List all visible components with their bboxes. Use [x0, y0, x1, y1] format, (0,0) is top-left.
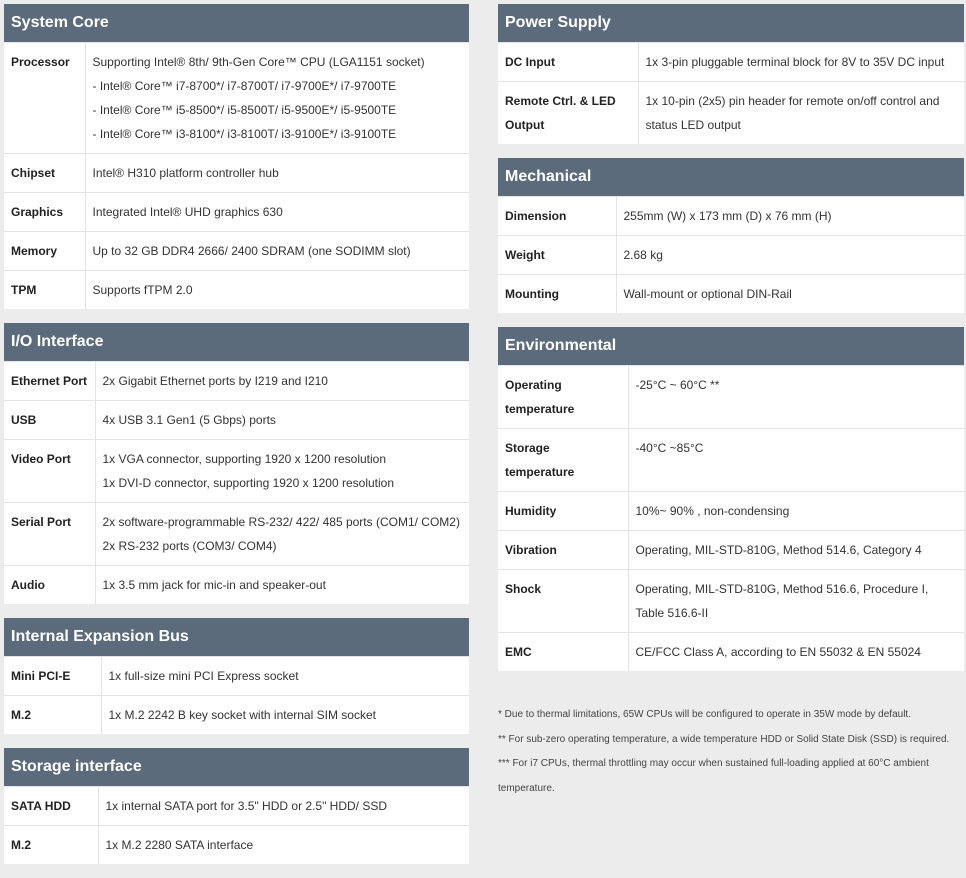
spec-label: TPM: [4, 271, 85, 310]
table-row: [4, 826, 469, 865]
table-row: [4, 657, 469, 696]
table-row: [498, 366, 964, 429]
spec-value-line: 1x VGA connector, supporting 1920 x 1200 resolution: [102, 452, 387, 466]
spec-label: Storage temperature: [498, 429, 628, 492]
spec-value: 1x M.2 2242 B key socket with internal SIM socket: [101, 696, 469, 735]
spec-value-line: 2x software-programmable RS-232/ 422/ 485 ports (COM1/ COM2): [102, 515, 460, 529]
table-row: [4, 43, 469, 154]
right-column: [498, 4, 964, 801]
spec-label: M.2: [4, 696, 101, 735]
table-row: [498, 633, 964, 672]
spec-label: Ethernet Port: [4, 362, 95, 401]
spec-label: EMC: [498, 633, 628, 672]
spec-value: 255mm (W) x 173 mm (D) x 76 mm (H): [616, 197, 964, 236]
table-row: [498, 197, 964, 236]
spec-label: Graphics: [4, 193, 85, 232]
spec-table: [4, 42, 469, 309]
spec-value-line: - Intel® Core™ i7-8700*/ i7-8700T/ i7-9700E*/ i7-9700TE: [92, 79, 397, 93]
spec-label: M.2: [4, 826, 98, 865]
section-title: Environmental: [498, 327, 964, 365]
spec-label: DC Input: [498, 43, 638, 82]
table-row: [4, 787, 469, 826]
section-title: Power Supply: [498, 4, 964, 42]
spec-value: Operating, MIL-STD-810G, Method 516.6, Procedure I, Table 516.6-II: [628, 570, 964, 633]
table-row: [4, 401, 469, 440]
table-row: [498, 429, 964, 492]
spec-value: -25°C ~ 60°C **: [628, 366, 964, 429]
spec-table: [498, 365, 964, 671]
mechanical-section: [498, 158, 964, 313]
spec-value: Operating, MIL-STD-810G, Method 514.6, Category 4: [628, 531, 964, 570]
table-row: [4, 154, 469, 193]
spec-value-line: - Intel® Core™ i5-8500*/ i5-8500T/ i5-9500E*/ i5-9500TE: [92, 103, 397, 117]
spec-label: Operating temperature: [498, 366, 628, 429]
spec-label: Processor: [4, 43, 85, 154]
table-row: [498, 43, 964, 82]
spec-value: 1x 3-pin pluggable terminal block for 8V to 35V DC input: [638, 43, 964, 82]
system-core-section: [4, 4, 469, 309]
spec-label: USB: [4, 401, 95, 440]
spec-table: [4, 656, 469, 734]
spec-value: 1x 10-pin (2x5) pin header for remote on/off control and status LED output: [638, 82, 964, 145]
table-row: [498, 570, 964, 633]
spec-value: Up to 32 GB DDR4 2666/ 2400 SDRAM (one SODIMM slot): [85, 232, 469, 271]
spec-value-line: - Intel® Core™ i3-8100*/ i3-8100T/ i3-9100E*/ i3-9100TE: [92, 127, 397, 141]
spec-value: Integrated Intel® UHD graphics 630: [85, 193, 469, 232]
footnote: ** For sub-zero operating temperature, a wide temperature HDD or Solid State Disk (SSD) is required.: [498, 733, 950, 745]
storage-interface-section: [4, 748, 469, 864]
spec-label: Remote Ctrl. & LED Output: [498, 82, 638, 145]
environmental-section: [498, 327, 964, 671]
footnotes: [498, 703, 964, 801]
spec-label: Weight: [498, 236, 616, 275]
section-title: Mechanical: [498, 158, 964, 196]
spec-value: [85, 43, 469, 154]
power-supply-section: [498, 4, 964, 144]
section-title: I/O Interface: [4, 323, 469, 361]
spec-label: Audio: [4, 566, 95, 605]
spec-label: Memory: [4, 232, 85, 271]
footnote: * Due to thermal limitations, 65W CPUs will be configured to operate in 35W mode by default.: [498, 709, 911, 720]
spec-value: 1x 3.5 mm jack for mic-in and speaker-out: [95, 566, 469, 605]
table-row: [4, 362, 469, 401]
table-row: [4, 440, 469, 503]
section-title: Storage interface: [4, 748, 469, 786]
section-title: Internal Expansion Bus: [4, 618, 469, 656]
spec-value: 2x Gigabit Ethernet ports by I219 and I210: [95, 362, 469, 401]
internal-expansion-section: [4, 618, 469, 734]
spec-value: 4x USB 3.1 Gen1 (5 Gbps) ports: [95, 401, 469, 440]
spec-label: Vibration: [498, 531, 628, 570]
spec-value: 1x M.2 2280 SATA interface: [98, 826, 469, 865]
spec-table: [498, 42, 964, 144]
spec-value: -40°C ~85°C: [628, 429, 964, 492]
spec-value-line: Supporting Intel® 8th/ 9th-Gen Core™ CPU (LGA1151 socket): [92, 55, 425, 69]
spec-value-line: 1x DVI-D connector, supporting 1920 x 1200 resolution: [102, 476, 395, 490]
spec-value: 1x internal SATA port for 3.5" HDD or 2.5" HDD/ SSD: [98, 787, 469, 826]
spec-value: [95, 503, 469, 566]
spec-label: Mounting: [498, 275, 616, 314]
section-title: System Core: [4, 4, 469, 42]
table-row: [498, 236, 964, 275]
table-row: [4, 503, 469, 566]
spec-label: Serial Port: [4, 503, 95, 566]
table-row: [4, 232, 469, 271]
spec-table: [498, 196, 964, 313]
table-row: [498, 492, 964, 531]
spec-value: 2.68 kg: [616, 236, 964, 275]
spec-label: Humidity: [498, 492, 628, 531]
table-row: [498, 82, 964, 145]
spec-value: Supports fTPM 2.0: [85, 271, 469, 310]
spec-value-line: 2x RS-232 ports (COM3/ COM4): [102, 539, 277, 553]
spec-value: 10%~ 90% , non-condensing: [628, 492, 964, 531]
spec-label: SATA HDD: [4, 787, 98, 826]
spec-label: Chipset: [4, 154, 85, 193]
table-row: [4, 271, 469, 310]
spec-value: Intel® H310 platform controller hub: [85, 154, 469, 193]
table-row: [4, 193, 469, 232]
spec-label: Mini PCI-E: [4, 657, 101, 696]
spec-table: [4, 361, 469, 604]
table-row: [4, 696, 469, 735]
spec-label: Dimension: [498, 197, 616, 236]
spec-table: [4, 786, 469, 864]
left-column: [4, 4, 469, 878]
spec-value: Wall-mount or optional DIN-Rail: [616, 275, 964, 314]
spec-value: [95, 440, 469, 503]
spec-label: Video Port: [4, 440, 95, 503]
spec-value: CE/FCC Class A, according to EN 55032 & EN 55024: [628, 633, 964, 672]
spec-value: 1x full-size mini PCI Express socket: [101, 657, 469, 696]
table-row: [4, 566, 469, 605]
io-interface-section: [4, 323, 469, 604]
table-row: [498, 531, 964, 570]
footnote: *** For i7 CPUs, thermal throttling may occur when sustained full-loading applied at 60°C ambient temperature.: [498, 758, 929, 794]
spec-label: Shock: [498, 570, 628, 633]
table-row: [498, 275, 964, 314]
